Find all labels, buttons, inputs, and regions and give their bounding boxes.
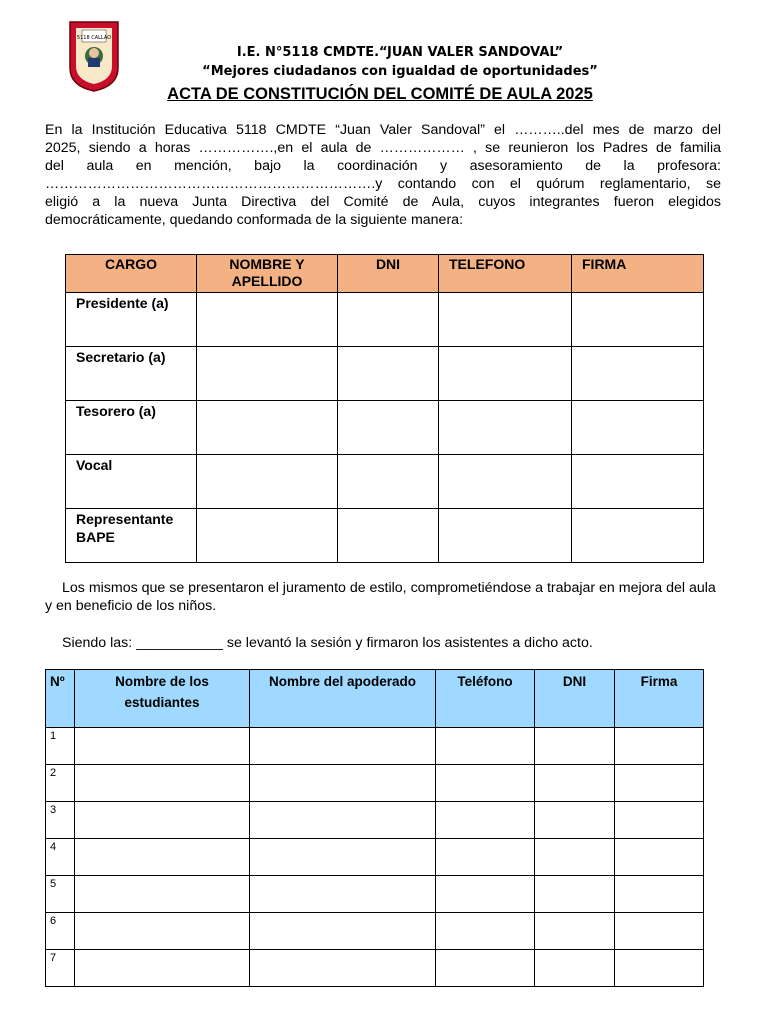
student-name-cell[interactable]: [75, 802, 250, 839]
name-cell[interactable]: [197, 509, 338, 563]
table-row: [46, 802, 704, 839]
phone-cell[interactable]: [436, 950, 535, 987]
student-name-cell[interactable]: [75, 839, 250, 876]
table-row: [66, 347, 704, 401]
signature-cell[interactable]: [572, 347, 704, 401]
role-cell: Presidente (a): [66, 293, 197, 347]
students-body: [46, 728, 704, 987]
intro-line: democráticamente, quedando conformada de la siguiente manera:: [45, 212, 464, 228]
table-row: [66, 509, 704, 563]
student-name-cell[interactable]: [75, 913, 250, 950]
dni-cell[interactable]: [338, 401, 439, 455]
school-name: I.E. N°5118 CMDTE.“JUAN VALER SANDOVAL”: [236, 45, 564, 60]
name-cell[interactable]: [197, 401, 338, 455]
role-cell: Secretario (a): [66, 347, 197, 401]
header-phone: Teléfono: [436, 670, 535, 728]
document-title: ACTA DE CONSTITUCIÓN DEL COMITÉ DE AULA 2025: [167, 85, 593, 103]
role-cell: Vocal: [66, 455, 197, 509]
intro-line: eligió a la nueva Junta Directiva del Comité de Aula, cuyos integrantes fueron elegidos: [45, 194, 721, 210]
table-row: [46, 728, 704, 765]
row-number: 2: [46, 765, 75, 802]
row-number: 3: [46, 802, 75, 839]
phone-cell[interactable]: [439, 347, 572, 401]
header-nombre: NOMBRE Y APELLIDO: [197, 255, 338, 293]
intro-paragraph: [45, 121, 721, 229]
dni-cell[interactable]: [535, 802, 615, 839]
row-number: 4: [46, 839, 75, 876]
student-name-cell[interactable]: [75, 950, 250, 987]
header-guardian-name: Nombre del apoderado: [250, 670, 436, 728]
row-number: 1: [46, 728, 75, 765]
role-cell: Representante BAPE: [66, 509, 197, 563]
name-cell[interactable]: [197, 347, 338, 401]
intro-line: del aula en mención, bajo la coordinación y asesoramiento de la profesora:: [45, 158, 721, 174]
signature-cell[interactable]: [572, 293, 704, 347]
dni-cell[interactable]: [338, 293, 439, 347]
student-name-cell[interactable]: [75, 765, 250, 802]
school-crest-logo: [68, 20, 120, 92]
closing-paragraph: Siendo las: ___________ se levantó la sesión y firmaron los asistentes a dicho acto.: [62, 635, 593, 651]
guardian-name-cell[interactable]: [250, 876, 436, 913]
row-number: 7: [46, 950, 75, 987]
header-telefono: TELEFONO: [439, 255, 572, 293]
header-cargo: CARGO: [66, 255, 197, 293]
row-number: 6: [46, 913, 75, 950]
table-row: [46, 876, 704, 913]
signature-cell[interactable]: [615, 802, 704, 839]
signature-cell[interactable]: [615, 765, 704, 802]
intro-line: …………………………………………………………….y contando con el quórum reglamentario, se: [45, 176, 721, 192]
row-number: 5: [46, 876, 75, 913]
header-dni: DNI: [535, 670, 615, 728]
phone-cell[interactable]: [436, 728, 535, 765]
school-motto: “Mejores ciudadanos con igualdad de oportunidades”: [202, 64, 598, 79]
signature-cell[interactable]: [615, 950, 704, 987]
name-cell[interactable]: [197, 455, 338, 509]
table-row: [66, 455, 704, 509]
guardian-name-cell[interactable]: [250, 765, 436, 802]
signature-cell[interactable]: [615, 839, 704, 876]
signature-cell[interactable]: [615, 876, 704, 913]
dni-cell[interactable]: [535, 839, 615, 876]
guardian-name-cell[interactable]: [250, 839, 436, 876]
header-firma: FIRMA: [572, 255, 704, 293]
committee-header-row: [66, 255, 704, 293]
phone-cell[interactable]: [436, 839, 535, 876]
phone-cell[interactable]: [436, 913, 535, 950]
student-name-cell[interactable]: [75, 876, 250, 913]
dni-cell[interactable]: [535, 876, 615, 913]
guardian-name-cell[interactable]: [250, 802, 436, 839]
guardian-name-cell[interactable]: [250, 728, 436, 765]
student-name-cell[interactable]: [75, 728, 250, 765]
guardian-name-cell[interactable]: [250, 950, 436, 987]
committee-table: [65, 254, 704, 563]
phone-cell[interactable]: [439, 401, 572, 455]
signature-cell[interactable]: [615, 728, 704, 765]
dni-cell[interactable]: [535, 728, 615, 765]
table-row: [46, 913, 704, 950]
guardian-name-cell[interactable]: [250, 913, 436, 950]
header-signature: Firma: [615, 670, 704, 728]
dni-cell[interactable]: [338, 455, 439, 509]
signature-cell[interactable]: [615, 913, 704, 950]
signature-cell[interactable]: [572, 401, 704, 455]
dni-cell[interactable]: [535, 950, 615, 987]
svg-text:5118 CALLAO: 5118 CALLAO: [76, 35, 112, 41]
signature-cell[interactable]: [572, 455, 704, 509]
dni-cell[interactable]: [535, 913, 615, 950]
phone-cell[interactable]: [439, 509, 572, 563]
header-student-name: Nombre de los estudiantes: [75, 670, 250, 728]
intro-line: En la Institución Educativa 5118 CMDTE “Juan Valer Sandoval” el ………..del mes de marzo del: [45, 122, 721, 138]
table-row: [46, 765, 704, 802]
header-dni: DNI: [338, 255, 439, 293]
dni-cell[interactable]: [338, 509, 439, 563]
phone-cell[interactable]: [436, 765, 535, 802]
students-header-row: [46, 670, 704, 728]
role-cell: Tesorero (a): [66, 401, 197, 455]
oath-paragraph: Los mismos que se presentaron el juramento de estilo, comprometiéndose a trabajar en mejora del aula y en beneficio de los niños.: [45, 580, 716, 614]
phone-cell[interactable]: [439, 455, 572, 509]
intro-line: 2025, siendo a horas …………….,en el aula de ……………… , se reunieron los Padres de familia: [45, 140, 721, 156]
table-row: [46, 839, 704, 876]
phone-cell[interactable]: [436, 876, 535, 913]
dni-cell[interactable]: [338, 347, 439, 401]
header-number: Nº: [46, 670, 75, 728]
students-table: [45, 669, 704, 987]
dni-cell[interactable]: [535, 765, 615, 802]
table-row: [46, 950, 704, 987]
phone-cell[interactable]: [436, 802, 535, 839]
signature-cell[interactable]: [572, 509, 704, 563]
name-cell[interactable]: [197, 293, 338, 347]
phone-cell[interactable]: [439, 293, 572, 347]
table-row: [66, 401, 704, 455]
table-row: [66, 293, 704, 347]
